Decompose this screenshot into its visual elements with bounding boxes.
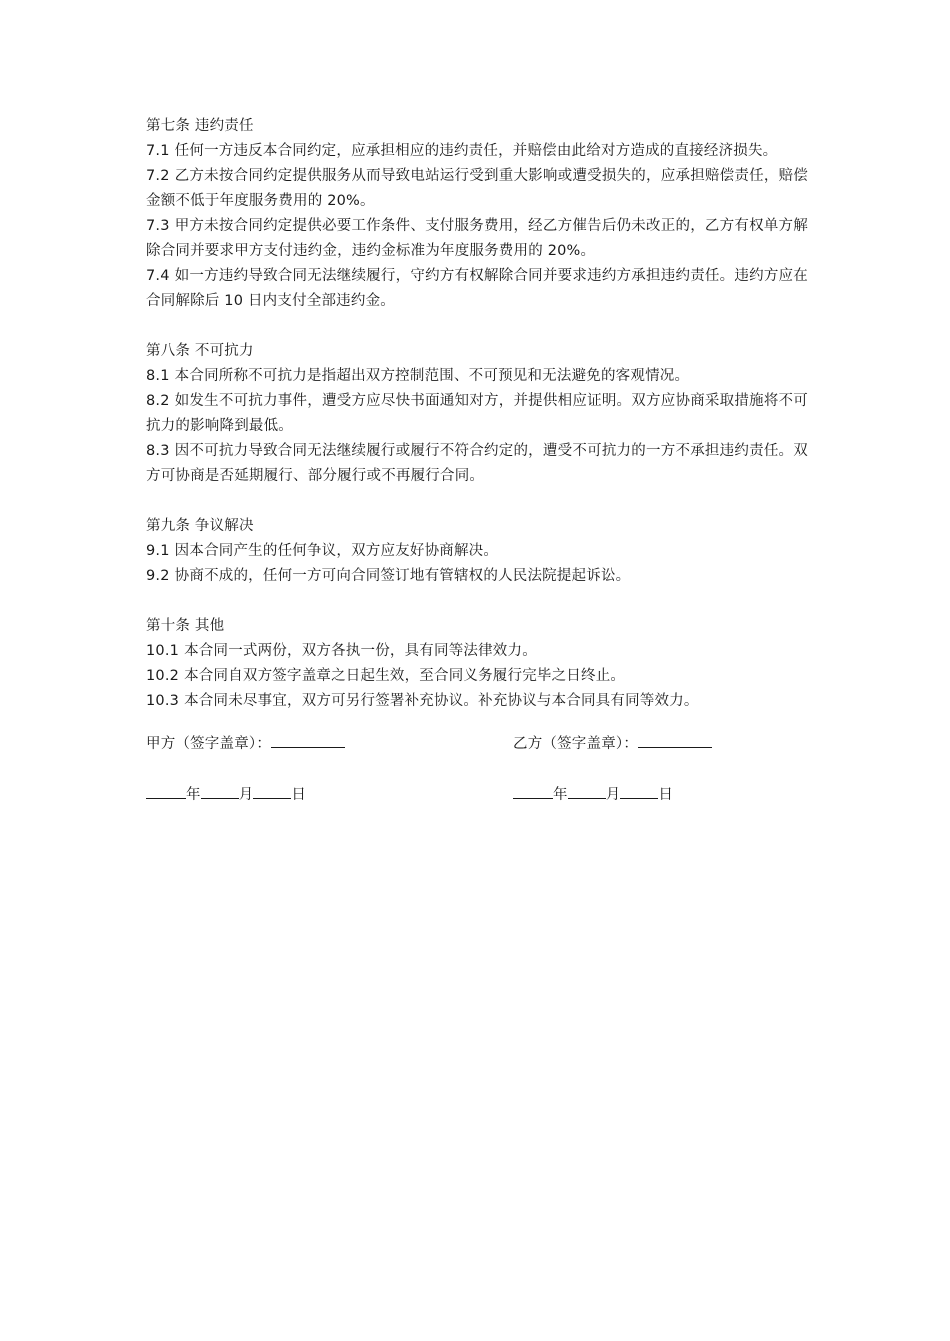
section-article-9 <box>146 514 808 589</box>
day-label: 日 <box>658 787 674 803</box>
clause-10-2 <box>146 664 808 689</box>
clause-number: 7.2 <box>146 168 170 184</box>
clause-number: 9.2 <box>146 568 170 584</box>
clause-text: 如发生不可抗力事件，遭受方应尽快书面通知对方，并提供相应证明。双方应协商采取措施将不可抗力的影响降到最低。 <box>146 393 808 434</box>
clause-number: 8.1 <box>146 368 170 384</box>
clause-text: 如一方违约导致合同无法继续履行，守约方有权解除合同并要求违约方承担违约责任。违约方应在合同解除后 10 日内支付全部违约金。 <box>146 268 808 309</box>
clause-7-1 <box>146 139 808 164</box>
clause-number: 8.2 <box>146 393 170 409</box>
section-title: 第十条 其他 <box>146 618 225 634</box>
party-b-month-blank[interactable] <box>568 781 606 799</box>
clause-number: 10.2 <box>146 668 180 684</box>
clause-8-1 <box>146 364 808 389</box>
clause-number: 8.3 <box>146 443 170 459</box>
party-b-day-blank[interactable] <box>620 781 658 799</box>
month-label: 月 <box>238 787 254 803</box>
clause-text: 因不可抗力导致合同无法继续履行或履行不符合约定的，遭受不可抗力的一方不承担违约责任。双方可协商是否延期履行、部分履行或不再履行合同。 <box>146 443 808 484</box>
signature-row <box>146 730 808 755</box>
clause-text: 乙方未按合同约定提供服务从而导致电站运行受到重大影响或遭受损失的，应承担赔偿责任，赔偿金额不低于年度服务费用的 20%。 <box>146 168 808 209</box>
clause-10-3 <box>146 689 808 714</box>
day-label: 日 <box>291 787 307 803</box>
clause-text: 任何一方违反本合同约定，应承担相应的违约责任，并赔偿由此给对方造成的直接经济损失。 <box>174 143 778 159</box>
clause-8-2 <box>146 389 808 439</box>
party-b-signature-blank[interactable] <box>638 730 712 748</box>
party-a-month-blank[interactable] <box>201 781 239 799</box>
clause-text: 本合同一式两份，双方各执一份，具有同等法律效力。 <box>184 643 537 659</box>
party-a-year-blank[interactable] <box>146 781 186 799</box>
party-b-signature <box>513 730 712 757</box>
clause-9-1 <box>146 539 808 564</box>
clause-number: 7.1 <box>146 143 170 159</box>
clause-7-3 <box>146 214 808 264</box>
clause-number: 10.3 <box>146 693 180 709</box>
section-article-7 <box>146 114 808 314</box>
section-article-10 <box>146 614 808 714</box>
clause-9-2 <box>146 564 808 589</box>
party-a-label: 甲方（签字盖章）： <box>146 736 272 752</box>
clause-10-1 <box>146 639 808 664</box>
clause-8-3 <box>146 439 808 489</box>
clause-text: 因本合同产生的任何争议，双方应友好协商解决。 <box>174 543 499 559</box>
year-label: 年 <box>553 787 568 803</box>
party-b-label: 乙方（签字盖章）： <box>513 736 639 752</box>
date-row <box>146 781 808 806</box>
party-b-year-blank[interactable] <box>513 781 553 799</box>
year-label: 年 <box>186 787 201 803</box>
clause-7-4 <box>146 264 808 314</box>
clause-number: 7.4 <box>146 268 170 284</box>
clause-text: 本合同未尽事宜，双方可另行签署补充协议。补充协议与本合同具有同等效力。 <box>184 693 699 709</box>
clause-number: 7.3 <box>146 218 170 234</box>
clause-text: 本合同所称不可抗力是指超出双方控制范围、不可预见和无法避免的客观情况。 <box>174 368 690 384</box>
party-a-date <box>146 781 306 808</box>
section-title: 第七条 违约责任 <box>146 118 254 134</box>
contract-body <box>146 114 808 806</box>
clause-text: 甲方未按合同约定提供必要工作条件、支付服务费用，经乙方催告后仍未改正的，乙方有权单方解除合同并要求甲方支付违约金，违约金标准为年度服务费用的 20%。 <box>146 218 808 259</box>
clause-number: 10.1 <box>146 643 180 659</box>
clause-text: 协商不成的，任何一方可向合同签订地有管辖权的人民法院提起诉讼。 <box>174 568 631 584</box>
party-a-day-blank[interactable] <box>253 781 291 799</box>
party-b-date <box>513 781 673 808</box>
month-label: 月 <box>605 787 621 803</box>
clause-text: 本合同自双方签字盖章之日起生效，至合同义务履行完毕之日终止。 <box>184 668 626 684</box>
clause-7-2 <box>146 164 808 214</box>
party-a-signature <box>146 730 345 757</box>
section-title: 第九条 争议解决 <box>146 518 254 534</box>
section-article-8 <box>146 339 808 489</box>
party-a-signature-blank[interactable] <box>271 730 345 748</box>
clause-number: 9.1 <box>146 543 170 559</box>
section-title: 第八条 不可抗力 <box>146 343 254 359</box>
